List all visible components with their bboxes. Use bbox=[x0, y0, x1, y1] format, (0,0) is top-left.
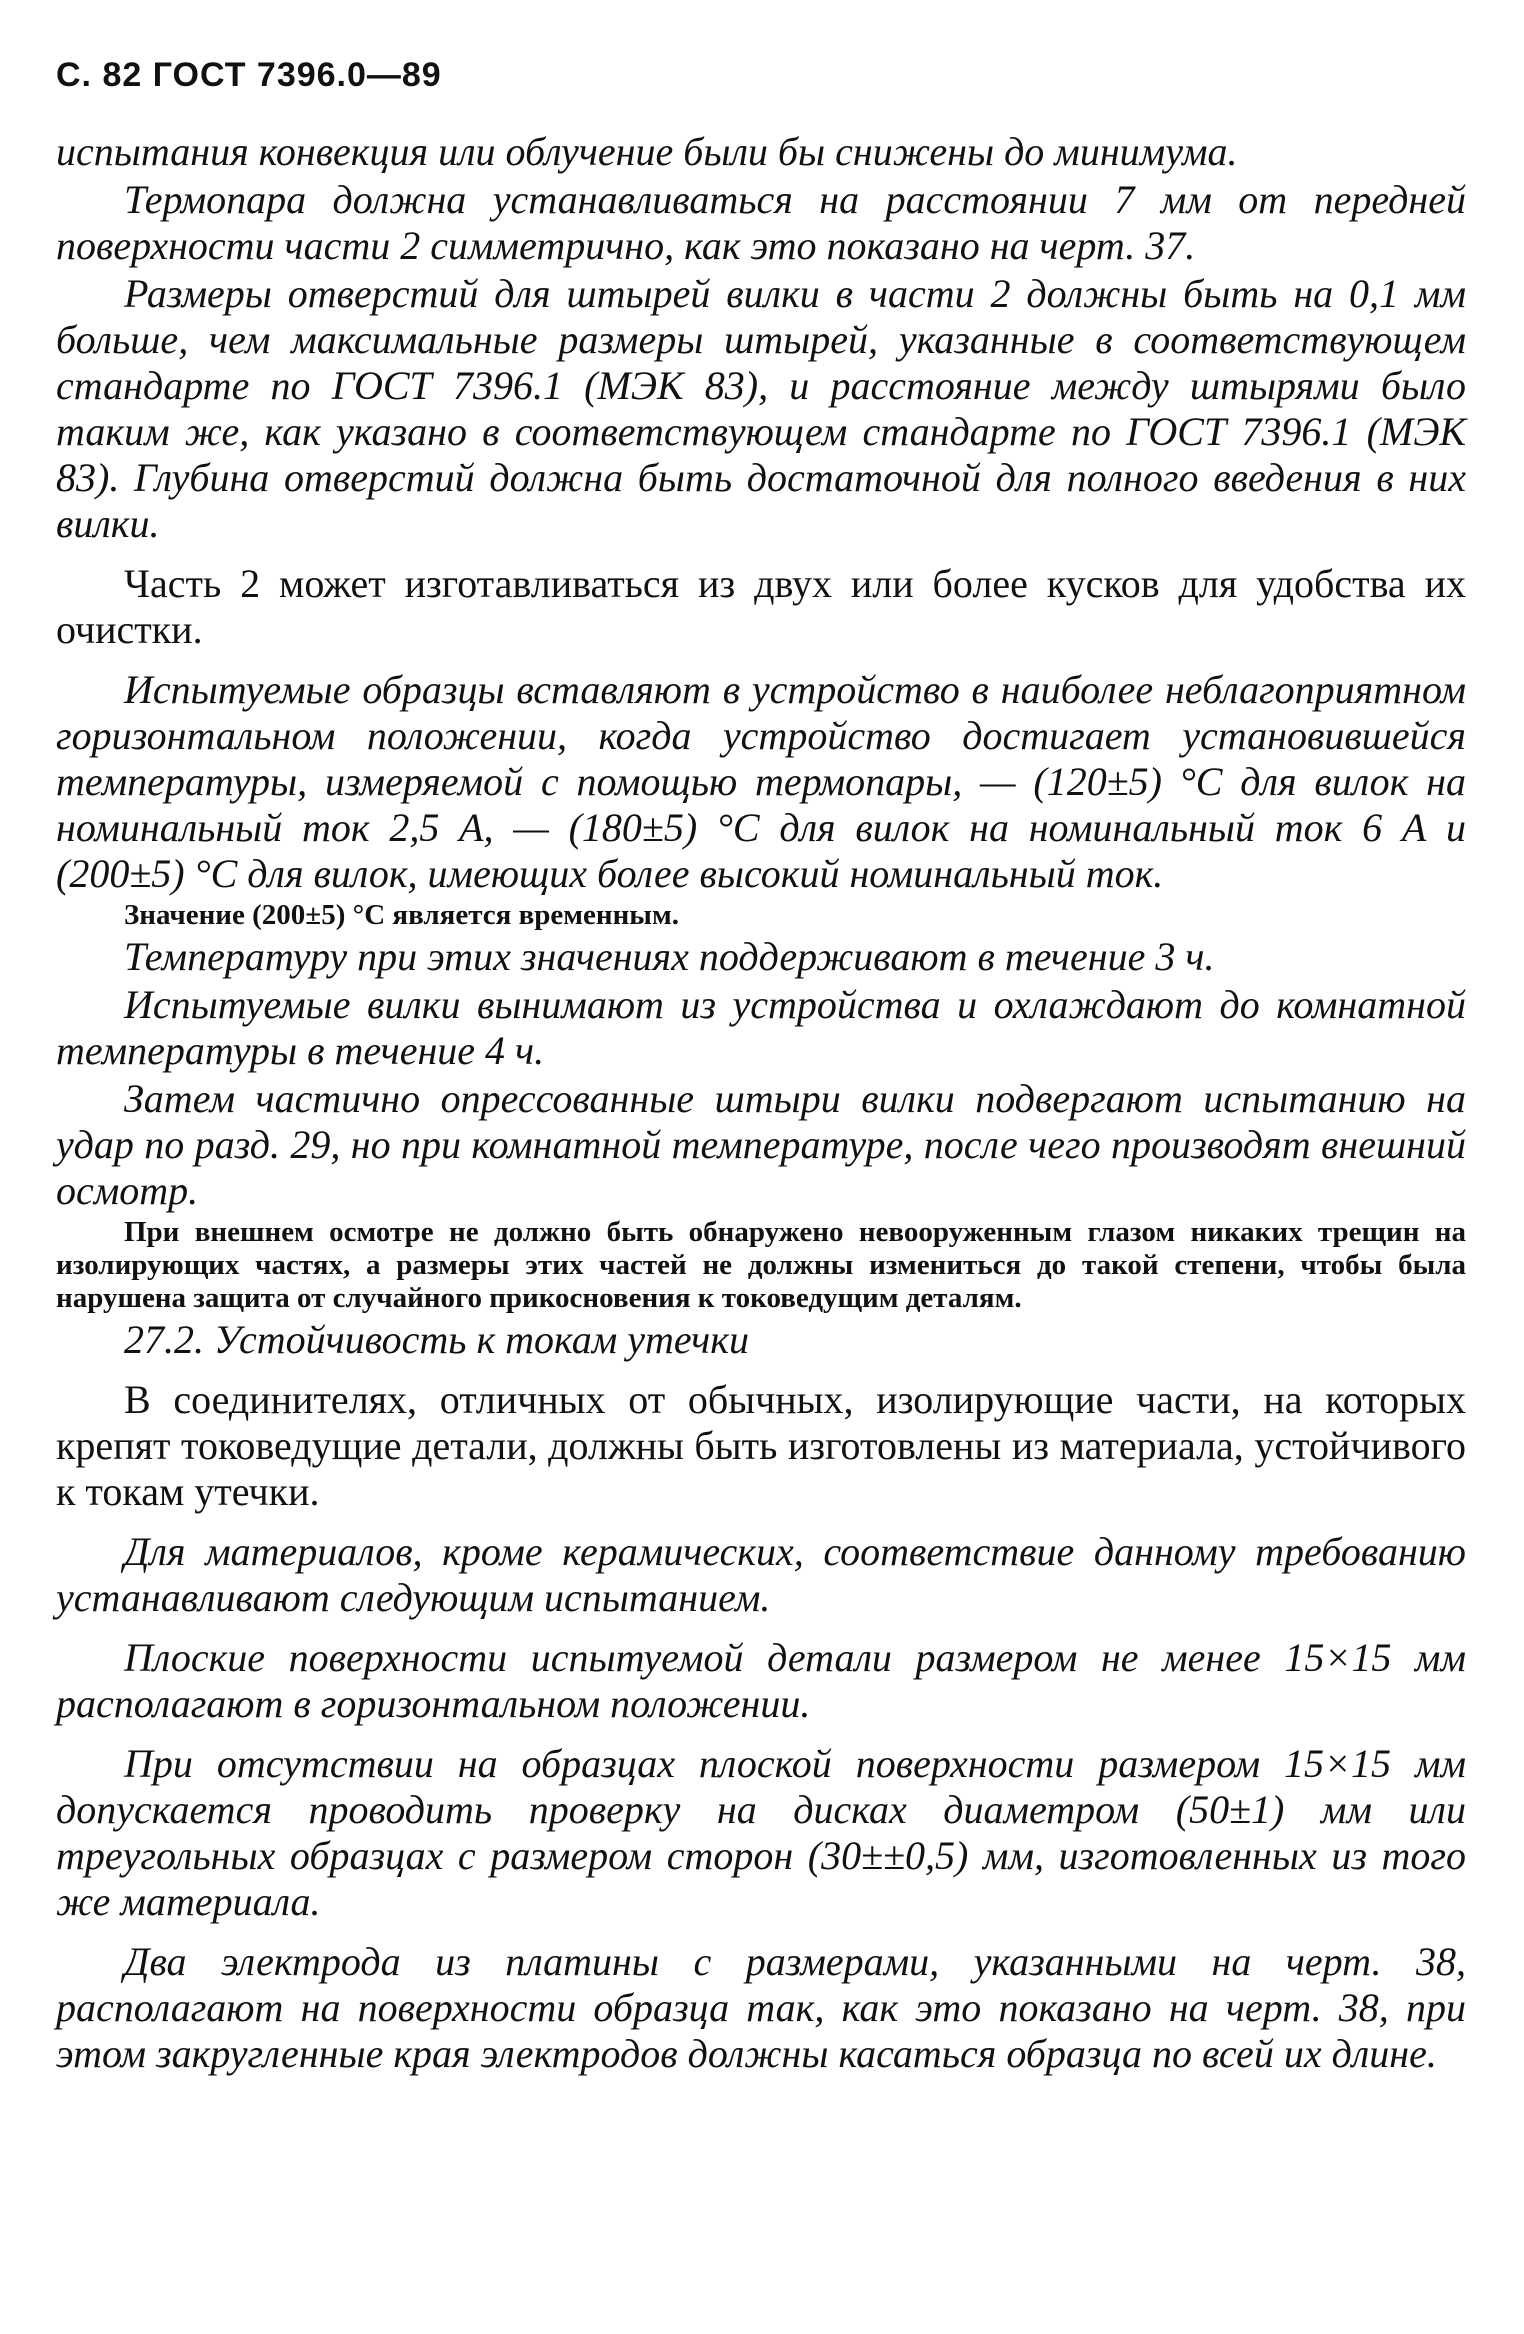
page-header: С. 82 ГОСТ 7396.0—89 bbox=[56, 56, 442, 94]
paragraph-8: Затем частично опрессованные штыри вилки подвергают испытанию на удар по разд. 29, но при комнатной температуре, после чего производят внешний осмотр. bbox=[56, 1076, 1466, 1213]
section-heading-27-2: 27.2. Устойчивость к токам утечки bbox=[124, 1317, 749, 1362]
paragraph-10: Для материалов, кроме керамических, соответствие данному требованию устанавливают следующим испытанием. bbox=[56, 1529, 1466, 1620]
note-temporary-value: Значение (200±5) °С является временным. bbox=[124, 899, 679, 931]
document-page bbox=[56, 56, 1466, 2077]
paragraph-6: Температуру при этих значениях поддерживают в течение 3 ч. bbox=[124, 934, 1215, 979]
paragraph-1: испытания конвекция или облучение были бы снижены до минимума. bbox=[56, 129, 1238, 174]
paragraph-2: Термопара должна устанавливаться на расстоянии 7 мм от передней поверхности части 2 симметрично, как это показано на черт. 37. bbox=[56, 177, 1466, 268]
paragraph-3: Размеры отверстий для штырей вилки в части 2 должны быть на 0,1 мм больше, чем максимальные размеры штырей, указанные в соответствующем стандарте по ГОСТ 7396.1 (МЭК 83), и расстояние между штырями было таким же, как указано в соответствующем стандарте по ГОСТ 7396.1 (МЭК 83). Глубина отверстий должна быть достаточной для полного введения в них вилки. bbox=[56, 271, 1466, 546]
paragraph-11: Плоские поверхности испытуемой детали размером не менее 15×15 мм располагают в горизонтальном положении. bbox=[56, 1635, 1466, 1726]
paragraph-9: В соединителях, отличных от обычных, изолирующие части, на которых крепят токоведущие детали, должны быть изготовлены из материала, устойчивого к токам утечки. bbox=[56, 1377, 1466, 1514]
note-inspection: При внешнем осмотре не должно быть обнаружено невооруженным глазом никаких трещин на изолирующих частях, а размеры этих частей не должны измениться до такой степени, чтобы была нарушена защита от случайного прикосновения к токоведущим деталям. bbox=[56, 1216, 1466, 1314]
paragraph-5: Испытуемые образцы вставляют в устройство в наиболее неблагоприятном горизонтальном положении, когда устройство достигает установившейся температуры, измеряемой с помощью термопары, — (120±5) °С для вилок на номинальный ток 2,5 А, — (180±5) °С для вилок на номинальный ток 6 А и (200±5) °С для вилок, имеющих более высокий номинальный ток. bbox=[56, 667, 1466, 896]
paragraph-7: Испытуемые вилки вынимают из устройства и охлаждают до комнатной температуры в течение 4 ч. bbox=[56, 982, 1466, 1073]
paragraph-12: При отсутствии на образцах плоской поверхности размером 15×15 мм допускается проводить проверку на дисках диаметром (50±1) мм или треугольных образцах с размером сторон (30±±0,5) мм, изготовленных из того же материала. bbox=[56, 1741, 1466, 1924]
paragraph-13: Два электрода из платины с размерами, указанными на черт. 38, располагают на поверхности образца так, как это показано на черт. 38, при этом закругленные края электродов должны касаться образца по всей их длине. bbox=[56, 1939, 1466, 2076]
paragraph-4: Часть 2 может изготавливаться из двух или более кусков для удобства их очистки. bbox=[56, 561, 1466, 652]
